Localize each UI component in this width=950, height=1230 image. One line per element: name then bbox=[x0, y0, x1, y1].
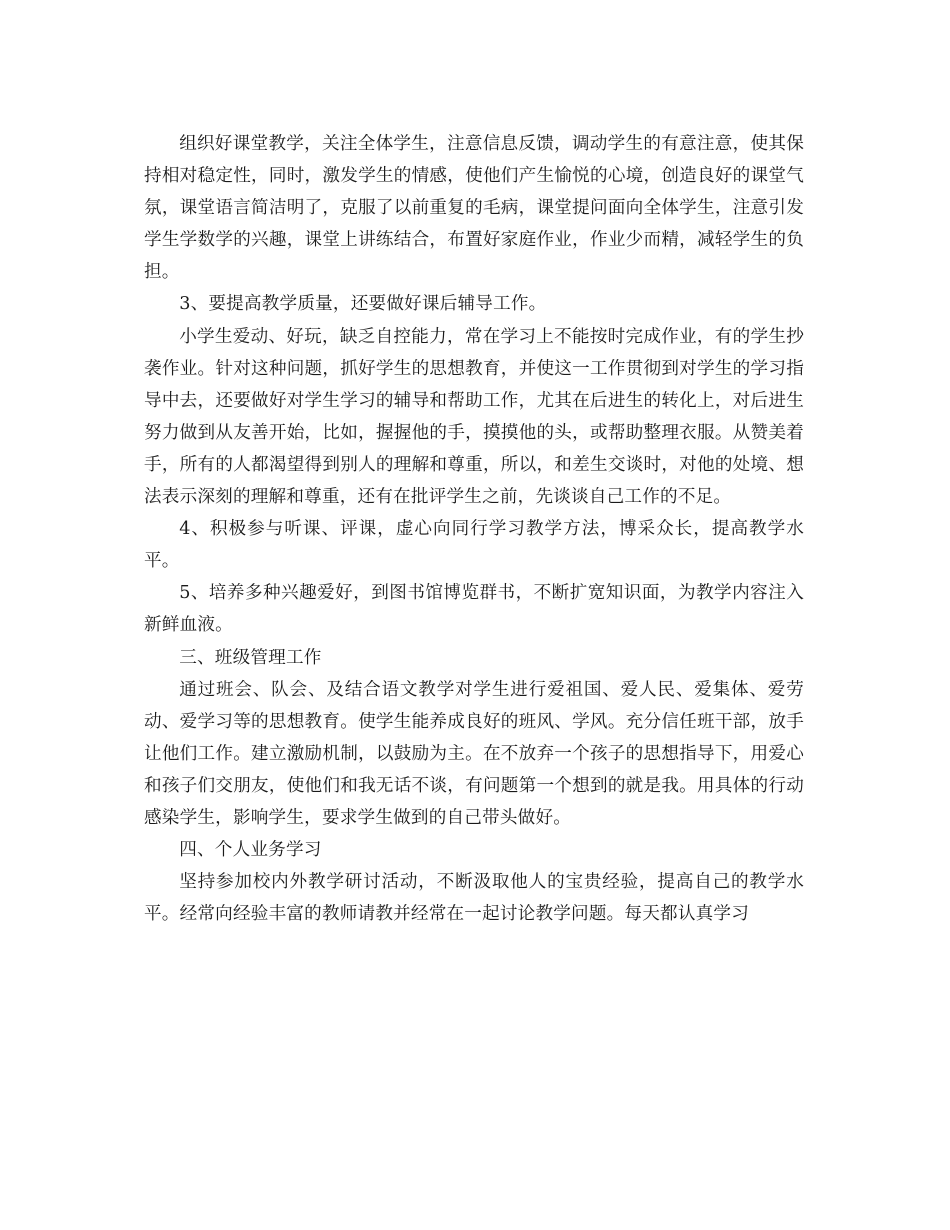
paragraph-item-5: 5、培养多种兴趣爱好，到图书馆博览群书，不断扩宽知识面，为教学内容注入新鲜血液。 bbox=[144, 583, 804, 636]
document-body bbox=[144, 128, 804, 930]
paragraph-item-3-heading: 3、要提高教学质量，还要做好课后辅导工作。 bbox=[179, 294, 547, 315]
section-heading-personal-study: 四、个人业务学习 bbox=[179, 840, 322, 861]
section-heading-class-management: 三、班级管理工作 bbox=[179, 647, 322, 668]
paragraph-tutoring: 小学生爱动、好玩，缺乏自控能力，常在学习上不能按时完成作业，有的学生抄袭作业。针对这种问题，抓好学生的思想教育，并使这一工作贯彻到对学生的学习指导中去，还要做好对学生学习的辅导和帮助工作，尤其在后进生的转化上，对后进生努力做到从友善开始，比如，握握他的手，摸摸他的头，或帮助整理衣服。从赞美着手，所有的人都渴望得到别人的理解和尊重，所以，和差生交谈时，对他的处境、想法表示深刻的理解和尊重，还有在批评学生之前，先谈谈自己工作的不足。 bbox=[144, 326, 804, 508]
paragraph-personal-study: 坚持参加校内外教学研讨活动，不断汲取他人的宝贵经验，提高自己的教学水平。经常向经验丰富的教师请教并经常在一起讨论教学问题。每天都认真学习 bbox=[144, 872, 804, 925]
paragraph-classroom-teaching: 组织好课堂教学，关注全体学生，注意信息反馈，调动学生的有意注意，使其保持相对稳定性，同时，激发学生的情感，使他们产生愉悦的心境，创造良好的课堂气氛，课堂语言简洁明了，克服了以前重复的毛病，课堂提问面向全体学生，注意引发学生学数学的兴趣，课堂上讲练结合，布置好家庭作业，作业少而精，减轻学生的负担。 bbox=[144, 134, 804, 283]
paragraph-item-4: 4、积极参与听课、评课，虚心向同行学习教学方法，博采众长，提高教学水平。 bbox=[144, 519, 804, 572]
paragraph-class-management: 通过班会、队会、及结合语文教学对学生进行爱祖国、爱人民、爱集体、爱劳动、爱学习等的思想教育。使学生能养成良好的班风、学风。充分信任班干部，放手让他们工作。建立激励机制，以鼓励为主。在不放弃一个孩子的思想指导下，用爱心和孩子们交朋友，使他们和我无话不谈，有问题第一个想到的就是我。用具体的行动感染学生，影响学生，要求学生做到的自己带头做好。 bbox=[144, 679, 804, 828]
